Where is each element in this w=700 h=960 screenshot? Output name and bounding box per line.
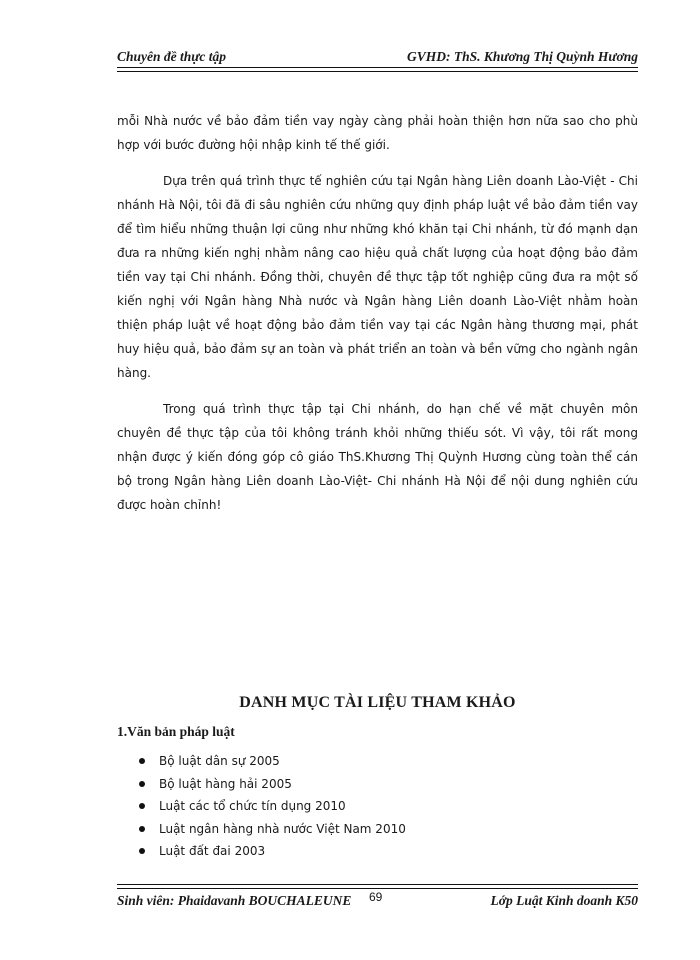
footer-student: Sinh viên: Phaidavanh BOUCHALEUNE [117,893,352,908]
bullet-icon [139,781,145,787]
bullet-icon [139,826,145,832]
list-item-label: Bộ luật hàng hải 2005 [159,776,292,791]
page-number: 69 [369,890,383,904]
footer-class: Lớp Luật Kinh doanh K50 [490,893,638,908]
bullet-icon [139,848,145,854]
paragraph-2: Dựa trên quá trình thực tế nghiên cứu tại Ngân hàng Liên doanh Lào-Việt - Chi nhánh Hà Nội, tôi đã đi sâu nghiên cứu những quy định pháp luật về bảo đảm tiền vay để tìm hiểu những thuận lợi cũng như những khó khăn tại Chi nhánh, từ đó mạnh dạn đưa ra những kiến nghị nhằm nâng cao hiệu quả chất lượng của hoạt động bảo đảm tiền vay tại Chi nhánh. Đồng thời, chuyên đề thực tập tốt nghiệp cũng đưa ra một số kiến nghị với Ngân hàng Nhà nước và Ngân hàng Liên doanh Lào-Việt nhằm hoàn thiện pháp luật về hoạt động bảo đảm tiền vay tại các Ngân hàng thương mại, phát huy hiệu quả, bảo đảm sự an toàn và phát triển an toàn và bền vững cho ngành ngân hàng. [117,174,638,380]
list-item [139,775,406,798]
list-item-label: Bộ luật dân sự 2005 [159,754,280,768]
page-footer [117,890,638,913]
header-advisor: GVHD: ThS. Khương Thị Quỳnh Hương [407,49,638,64]
header-rule [117,67,638,72]
list-item [139,797,406,820]
list-item-label: Luật các tổ chức tín dụng 2010 [159,799,346,813]
header-left-title: Chuyên đề thực tập [117,49,226,64]
bullet-icon [139,803,145,809]
footer-rule [117,884,638,889]
list-item-label: Luật ngân hàng nhà nước Việt Nam 2010 [159,821,406,836]
list-item [139,752,406,775]
body-text [117,109,638,517]
list-item [139,842,406,865]
paragraph-1: mỗi Nhà nước về bảo đảm tiền vay ngày càng phải hoàn thiện hơn nữa sao cho phù hợp với bước đường hội nhập kinh tế thế giới. [117,114,638,152]
list-item-label: Luật đất đai 2003 [159,844,266,858]
references-title: DANH MỤC TÀI LIỆU THAM KHẢO [239,694,516,711]
references-section-heading: 1.Văn bản pháp luật [117,724,235,739]
list-item [139,820,406,843]
references-list [139,752,406,865]
paragraph-3: Trong quá trình thực tập tại Chi nhánh, do hạn chế về mặt chuyên môn chuyên đề thực tập của tôi không tránh khỏi những thiếu sót. Vì vậy, tôi rất mong nhận được ý kiến đóng góp cô giáo ThS.Khương Thị Quỳnh Hương cùng toàn thể cán bộ trong Ngân hàng Liên doanh Lào-Việt- Chi nhánh Hà Nội để nội dung nghiên cứu được hoàn chỉnh! [117,402,638,512]
bullet-icon [139,758,145,764]
